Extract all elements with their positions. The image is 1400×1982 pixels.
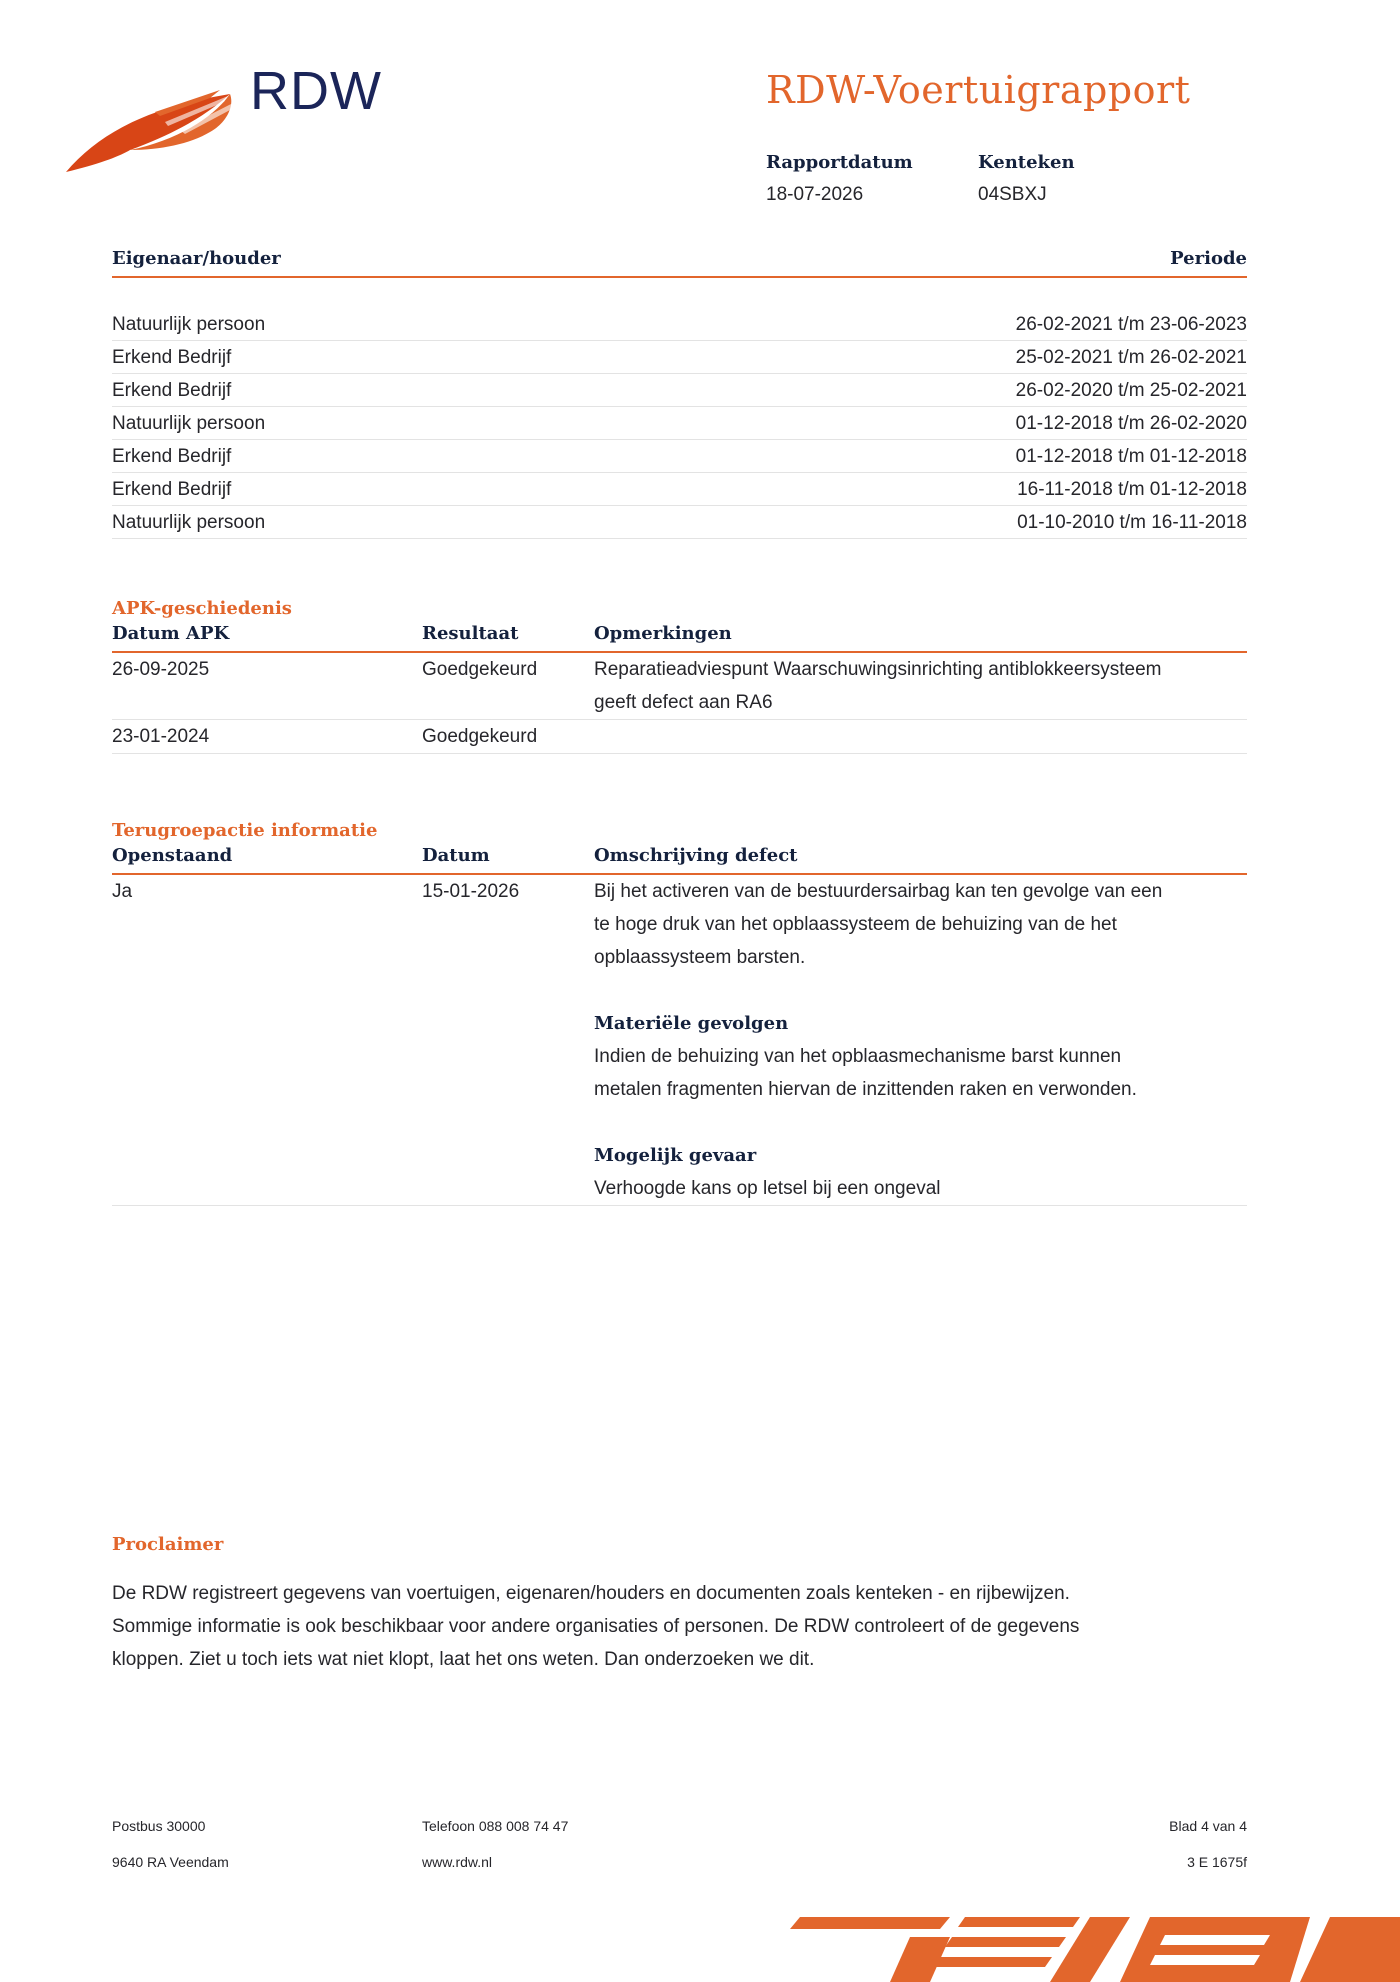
owner-period: 26-02-2020 t/m 25-02-2021 xyxy=(1015,380,1247,401)
owner-type: Natuurlijk persoon xyxy=(112,512,266,533)
logo-text: RDW xyxy=(250,61,382,121)
recall-section xyxy=(112,820,1247,1206)
owner-row xyxy=(112,341,1247,374)
apk-remarks-line: geeft defect aan RA6 xyxy=(594,692,773,713)
col-apk-result: Resultaat xyxy=(422,623,519,644)
footer-phone: Telefoon 088 008 74 47 xyxy=(422,1818,569,1834)
apk-date: 26-09-2025 xyxy=(112,659,210,680)
recall-desc-line: Bij het activeren van de bestuurdersairbag kan ten gevolge van een xyxy=(594,881,1163,902)
owner-row xyxy=(112,440,1247,473)
report-title: RDW-Voertuigrapport xyxy=(766,68,1191,112)
owner-row xyxy=(112,506,1247,539)
apk-remarks-line: Reparatieadviespunt Waarschuwingsinrichting antiblokkeersysteem xyxy=(594,659,1162,680)
owner-period: 26-02-2021 t/m 23-06-2023 xyxy=(1015,314,1247,335)
material-consequences-line: metalen fragmenten hiervan de inzittenden raken en verwonden. xyxy=(594,1079,1137,1100)
footer-website[interactable]: www.rdw.nl xyxy=(422,1854,493,1870)
material-consequences-line: Indien de behuizing van het opblaasmechanisme barst kunnen xyxy=(594,1046,1122,1067)
owner-period: 01-12-2018 t/m 01-12-2018 xyxy=(1015,446,1247,467)
col-apk-date: Datum APK xyxy=(112,623,230,644)
owner-row xyxy=(112,308,1247,341)
possible-danger-text: Verhoogde kans op letsel bij een ongeval xyxy=(594,1178,941,1199)
col-apk-remarks: Opmerkingen xyxy=(594,623,732,644)
recall-title: Terugroepactie informatie xyxy=(112,820,378,841)
col-recall-date: Datum xyxy=(422,845,490,866)
recall-desc-line: te hoge druk van het opblaassysteem de behuizing van de het xyxy=(594,914,1117,935)
recall-row xyxy=(112,875,1247,1206)
report-date-value: 18-07-2026 xyxy=(766,184,864,205)
proclaimer-section xyxy=(112,1534,1247,1676)
apk-row xyxy=(112,720,1247,754)
proclaimer-title: Proclaimer xyxy=(112,1534,224,1555)
owner-type: Erkend Bedrijf xyxy=(112,380,232,401)
recall-desc-line: opblaassysteem barsten. xyxy=(594,947,806,968)
proclaimer-line: kloppen. Ziet u toch iets wat niet klopt, laat het ons weten. Dan onderzoeken we dit. xyxy=(112,1649,815,1670)
owner-type: Erkend Bedrijf xyxy=(112,446,232,467)
owner-row xyxy=(112,374,1247,407)
owner-type: Natuurlijk persoon xyxy=(112,314,266,335)
proclaimer-line: De RDW registreert gegevens van voertuigen, eigenaren/houders en documenten zoals kenteken - en rijbewijzen. xyxy=(112,1583,1070,1604)
owner-period: 25-02-2021 t/m 26-02-2021 xyxy=(1015,347,1247,368)
owner-period: 01-10-2010 t/m 16-11-2018 xyxy=(1017,512,1247,533)
owner-type: Erkend Bedrijf xyxy=(112,347,232,368)
footer-page-number: Blad 4 van 4 xyxy=(1169,1818,1247,1834)
owner-period: 16-11-2018 t/m 01-12-2018 xyxy=(1017,479,1247,500)
apk-date: 23-01-2024 xyxy=(112,726,210,747)
owners-header xyxy=(112,244,1247,278)
decorative-stripes-icon xyxy=(790,1905,1400,1982)
recall-date-value: 15-01-2026 xyxy=(422,881,520,902)
apk-section xyxy=(112,598,1247,754)
material-consequences-title: Materiële gevolgen xyxy=(594,1013,789,1034)
footer-address-2: 9640 RA Veendam xyxy=(112,1854,229,1870)
plate-value: 04SBXJ xyxy=(978,184,1047,205)
owner-type: Natuurlijk persoon xyxy=(112,413,266,434)
apk-result: Goedgekeurd xyxy=(422,659,538,680)
proclaimer-line: Sommige informatie is ook beschikbaar voor andere organisaties of personen. De RDW controleert of de gegevens xyxy=(112,1616,1080,1637)
plate-label: Kenteken xyxy=(978,152,1075,173)
owner-row xyxy=(112,407,1247,440)
report-date-label: Rapportdatum xyxy=(766,152,913,173)
owner-period: 01-12-2018 t/m 26-02-2020 xyxy=(1015,413,1247,434)
col-owner: Eigenaar/houder xyxy=(112,248,281,269)
apk-title: APK-geschiedenis xyxy=(112,598,292,619)
col-recall-open: Openstaand xyxy=(112,845,233,866)
recall-header xyxy=(112,841,1247,875)
col-period: Periode xyxy=(1170,248,1247,269)
col-recall-desc: Omschrijving defect xyxy=(594,845,798,866)
recall-open-value: Ja xyxy=(112,881,133,902)
apk-header xyxy=(112,619,1247,653)
apk-row xyxy=(112,653,1247,720)
owner-type: Erkend Bedrijf xyxy=(112,479,232,500)
footer-address-1: Postbus 30000 xyxy=(112,1818,206,1834)
footer-document-code: 3 E 1675f xyxy=(1187,1854,1247,1870)
possible-danger-title: Mogelijk gevaar xyxy=(594,1145,757,1166)
owners-table xyxy=(112,244,1247,539)
owner-row xyxy=(112,473,1247,506)
proclaimer-body xyxy=(112,1577,1247,1676)
apk-result: Goedgekeurd xyxy=(422,726,538,747)
